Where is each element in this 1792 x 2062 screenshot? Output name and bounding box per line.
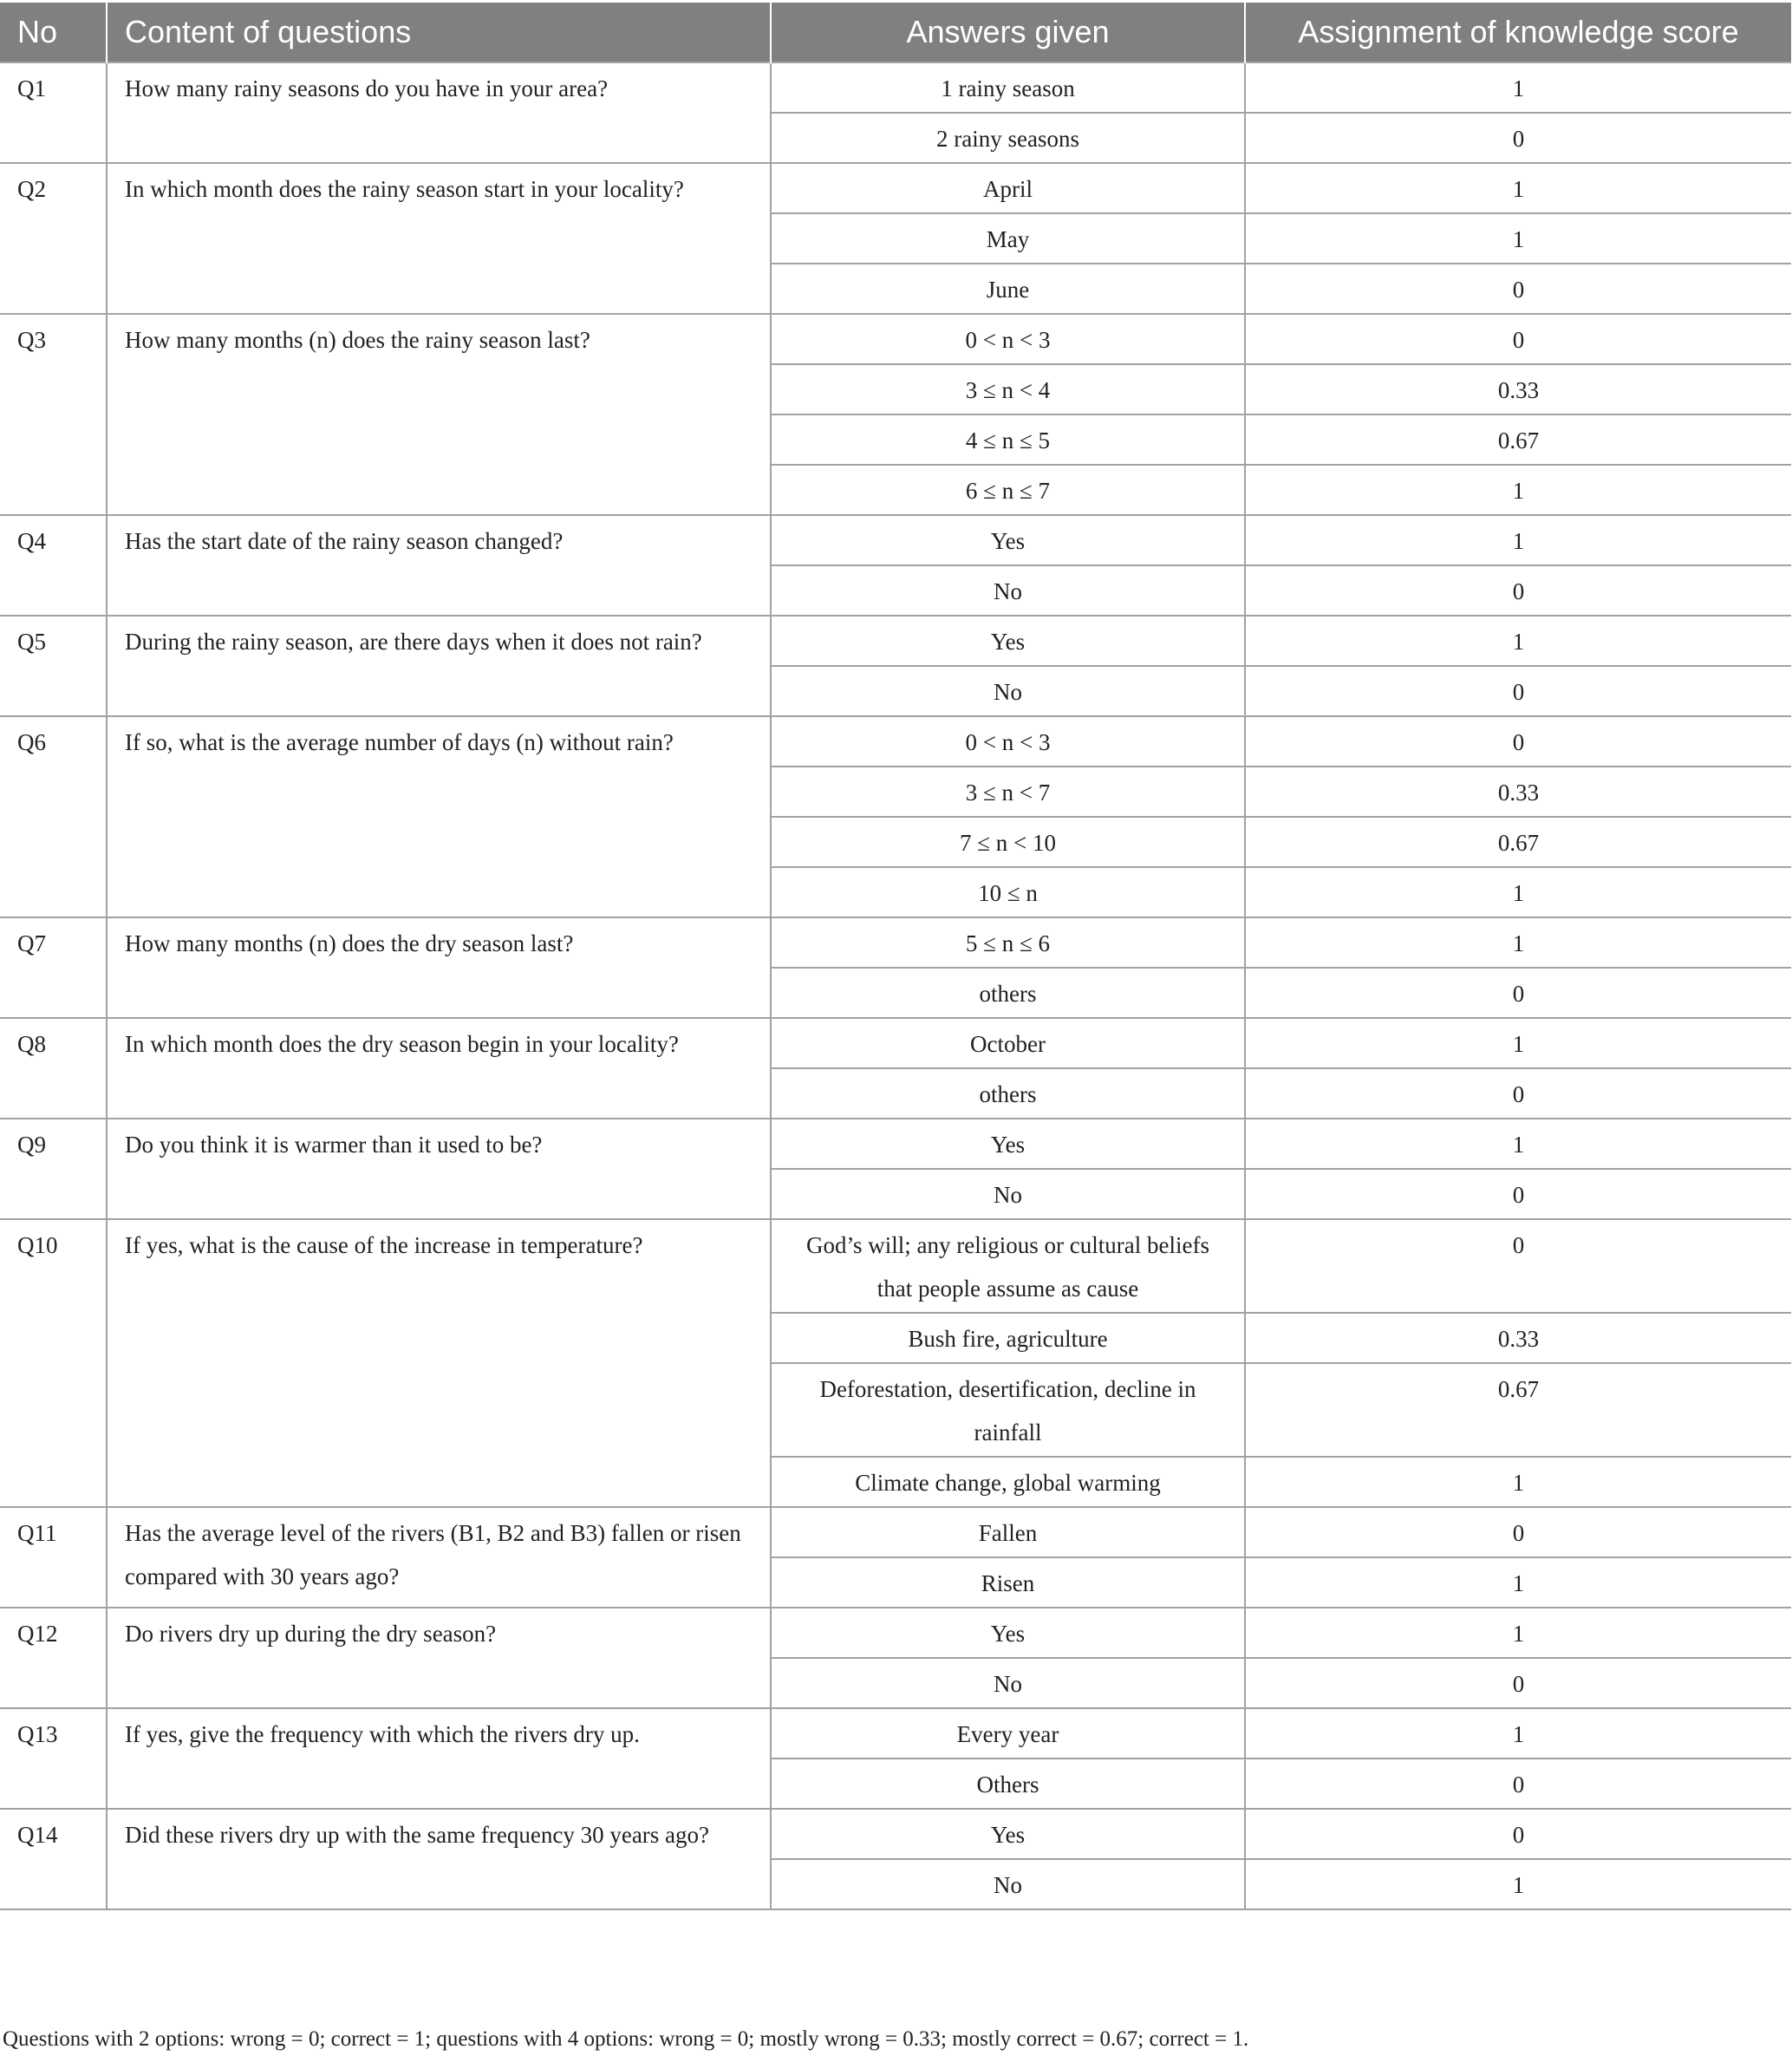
question-number: Q4 [0, 515, 107, 616]
score-cell: 1 [1245, 1859, 1791, 1909]
answer-cell: 6 ≤ n ≤ 7 [771, 465, 1245, 515]
question-number: Q2 [0, 163, 107, 314]
table-body [0, 62, 1791, 1909]
question-number: Q7 [0, 917, 107, 1018]
table-row [0, 616, 1791, 666]
question-number: Q13 [0, 1708, 107, 1809]
question-text: During the rainy season, are there days when it does not rain? [107, 616, 771, 716]
answer-cell: God’s will; any religious or cultural beliefs that people assume as cause [771, 1219, 1245, 1313]
answer-cell: Yes [771, 1608, 1245, 1658]
table-row [0, 163, 1791, 213]
answer-cell: others [771, 1068, 1245, 1119]
score-cell: 0 [1245, 1219, 1791, 1313]
answer-cell: April [771, 163, 1245, 213]
score-cell: 0 [1245, 1658, 1791, 1708]
table-row [0, 1018, 1791, 1068]
score-cell: 0 [1245, 565, 1791, 616]
score-cell: 1 [1245, 1119, 1791, 1169]
table-row [0, 1608, 1791, 1658]
score-cell: 1 [1245, 917, 1791, 968]
answer-cell: Yes [771, 1119, 1245, 1169]
answer-cell: No [771, 1169, 1245, 1219]
knowledge-score-table [0, 3, 1791, 1910]
table-row [0, 515, 1791, 565]
answer-cell: 0 < n < 3 [771, 716, 1245, 767]
table-row [0, 1507, 1791, 1557]
score-cell: 0 [1245, 113, 1791, 163]
question-number: Q14 [0, 1809, 107, 1909]
header-answers: Answers given [771, 3, 1245, 62]
answer-cell: Yes [771, 616, 1245, 666]
question-number: Q3 [0, 314, 107, 515]
question-number: Q11 [0, 1507, 107, 1608]
score-cell: 0 [1245, 1068, 1791, 1119]
answer-cell: Yes [771, 515, 1245, 565]
table-row [0, 1708, 1791, 1759]
question-text: If yes, give the frequency with which the rivers dry up. [107, 1708, 771, 1809]
score-cell: 0.67 [1245, 1363, 1791, 1457]
answer-cell: 5 ≤ n ≤ 6 [771, 917, 1245, 968]
score-cell: 0.33 [1245, 767, 1791, 817]
score-cell: 0 [1245, 264, 1791, 314]
answer-cell: No [771, 1859, 1245, 1909]
question-number: Q6 [0, 716, 107, 917]
answer-cell: 10 ≤ n [771, 867, 1245, 917]
header-no: No [0, 3, 107, 62]
answer-cell: June [771, 264, 1245, 314]
question-text: How many rainy seasons do you have in your area? [107, 62, 771, 163]
score-cell: 0.67 [1245, 817, 1791, 867]
score-cell: 0 [1245, 1169, 1791, 1219]
question-text: How many months (n) does the dry season last? [107, 917, 771, 1018]
score-cell: 1 [1245, 62, 1791, 113]
table-row [0, 1809, 1791, 1859]
score-cell: 0 [1245, 666, 1791, 716]
question-text: Has the average level of the rivers (B1, B2 and B3) fallen or risen compared with 30 years ago? [107, 1507, 771, 1608]
score-cell: 1 [1245, 1018, 1791, 1068]
score-cell: 1 [1245, 163, 1791, 213]
answer-cell: others [771, 968, 1245, 1018]
score-cell: 1 [1245, 1457, 1791, 1507]
answer-cell: 7 ≤ n < 10 [771, 817, 1245, 867]
table-row [0, 1219, 1791, 1313]
answer-cell: Deforestation, desertification, decline in rainfall [771, 1363, 1245, 1457]
answer-cell: Others [771, 1759, 1245, 1809]
answer-cell: Risen [771, 1557, 1245, 1608]
answer-cell: 4 ≤ n ≤ 5 [771, 414, 1245, 465]
score-cell: 1 [1245, 867, 1791, 917]
answer-cell: 0 < n < 3 [771, 314, 1245, 364]
score-cell: 1 [1245, 465, 1791, 515]
question-text: In which month does the rainy season start in your locality? [107, 163, 771, 314]
score-cell: 1 [1245, 1608, 1791, 1658]
score-cell: 0.67 [1245, 414, 1791, 465]
score-cell: 0 [1245, 314, 1791, 364]
question-text: Do you think it is warmer than it used to be? [107, 1119, 771, 1219]
answer-cell: October [771, 1018, 1245, 1068]
score-cell: 1 [1245, 515, 1791, 565]
table-row [0, 314, 1791, 364]
question-text: If yes, what is the cause of the increase in temperature? [107, 1219, 771, 1507]
question-number: Q8 [0, 1018, 107, 1119]
answer-cell: No [771, 1658, 1245, 1708]
answer-cell: May [771, 213, 1245, 264]
table-row [0, 1119, 1791, 1169]
question-number: Q12 [0, 1608, 107, 1708]
question-text: How many months (n) does the rainy season last? [107, 314, 771, 515]
score-cell: 1 [1245, 1708, 1791, 1759]
answer-cell: No [771, 666, 1245, 716]
table-row [0, 62, 1791, 113]
score-cell: 0 [1245, 1759, 1791, 1809]
answer-cell: Yes [771, 1809, 1245, 1859]
answer-cell: 1 rainy season [771, 62, 1245, 113]
answer-cell: Fallen [771, 1507, 1245, 1557]
header-content: Content of questions [107, 3, 771, 62]
question-text: Did these rivers dry up with the same frequency 30 years ago? [107, 1809, 771, 1909]
score-cell: 0 [1245, 968, 1791, 1018]
question-text: If so, what is the average number of days (n) without rain? [107, 716, 771, 917]
table-row [0, 716, 1791, 767]
score-cell: 0.33 [1245, 364, 1791, 414]
table-row [0, 917, 1791, 968]
question-number: Q1 [0, 62, 107, 163]
answer-cell: 3 ≤ n < 7 [771, 767, 1245, 817]
score-cell: 1 [1245, 616, 1791, 666]
question-number: Q5 [0, 616, 107, 716]
answer-cell: 3 ≤ n < 4 [771, 364, 1245, 414]
answer-cell: 2 rainy seasons [771, 113, 1245, 163]
answer-cell: No [771, 565, 1245, 616]
question-text: Has the start date of the rainy season changed? [107, 515, 771, 616]
score-cell: 0.33 [1245, 1313, 1791, 1363]
header-row [0, 3, 1791, 62]
score-cell: 0 [1245, 1809, 1791, 1859]
question-text: Do rivers dry up during the dry season? [107, 1608, 771, 1708]
answer-cell: Every year [771, 1708, 1245, 1759]
answer-cell: Climate change, global warming [771, 1457, 1245, 1507]
score-cell: 1 [1245, 1557, 1791, 1608]
header-score: Assignment of knowledge score [1245, 3, 1791, 62]
question-text: In which month does the dry season begin in your locality? [107, 1018, 771, 1119]
score-cell: 1 [1245, 213, 1791, 264]
score-cell: 0 [1245, 716, 1791, 767]
score-cell: 0 [1245, 1507, 1791, 1557]
table-footnote: Questions with 2 options: wrong = 0; correct = 1; questions with 4 options: wrong = 0; mostly wrong = 0.33; mostly correct = 0.67; correct = 1. [3, 2027, 1249, 2051]
answer-cell: Bush fire, agriculture [771, 1313, 1245, 1363]
question-number: Q9 [0, 1119, 107, 1219]
question-number: Q10 [0, 1219, 107, 1507]
